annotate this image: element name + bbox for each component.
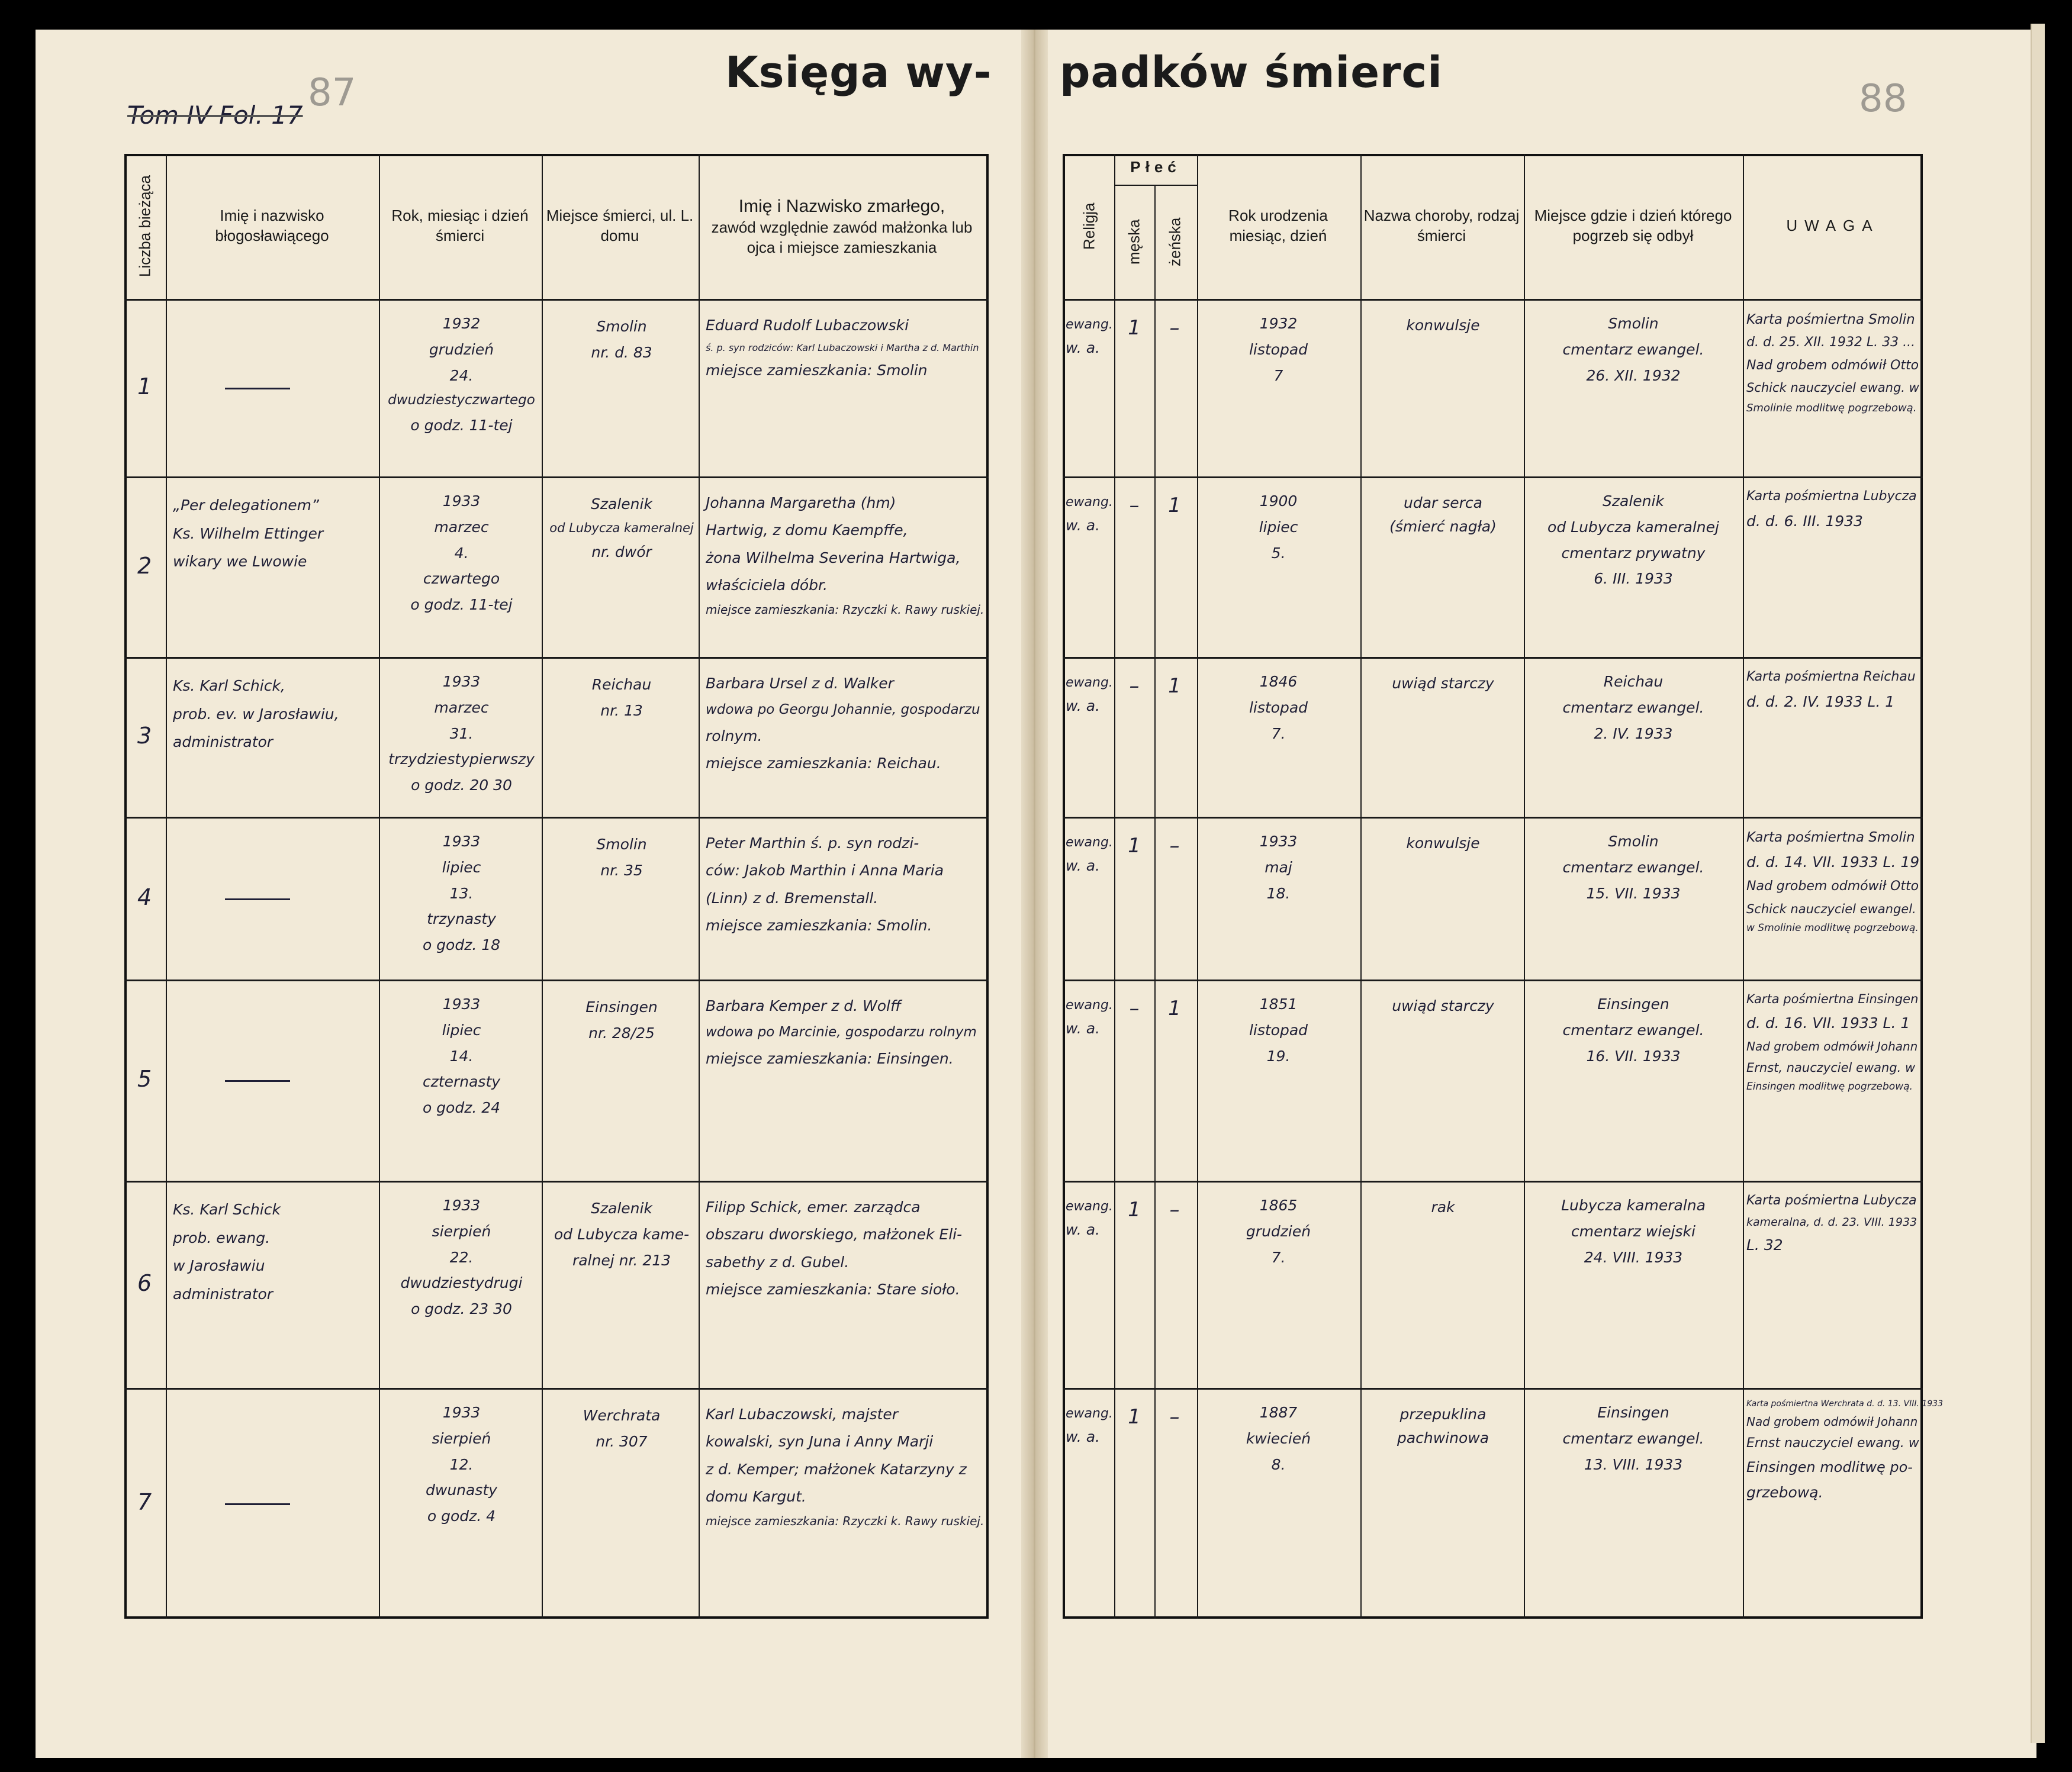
row-line xyxy=(1063,980,1923,981)
birth-cell-line: 5. xyxy=(1271,544,1286,562)
blessing-cell-line: w Jarosławiu xyxy=(173,1257,265,1274)
death-date-cell-line: 1933 xyxy=(442,1197,481,1214)
entry-number: 3 xyxy=(137,723,152,749)
death-date-cell-line: 1933 xyxy=(442,673,481,690)
notes-cell-line: Ernst, nauczyciel ewang. w xyxy=(1746,1060,1916,1075)
burial-cell-line: 15. VII. 1933 xyxy=(1586,884,1681,902)
deceased-cell-line: wdowa po Georgu Johannie, gospodarzu xyxy=(706,702,980,718)
notes-cell-line: w Smolinie modlitwę pogrzebową. xyxy=(1746,922,1919,935)
religion-cell-line: ewang. xyxy=(1066,495,1113,510)
death-date-cell-line: lipiec xyxy=(442,1021,481,1039)
notes-cell-line: d. d. 25. XII. 1932 L. 33 ... xyxy=(1746,335,1916,350)
burial-cell-line: cmentarz ewangel. xyxy=(1562,698,1704,716)
death-place-cell-line: nr. 307 xyxy=(596,1432,648,1450)
deceased-cell-line: Peter Marthin ś. p. syn rodzi- xyxy=(706,835,919,852)
blessing-cell-line: Ks. Karl Schick xyxy=(173,1201,281,1218)
blessing-cell-line: administrator xyxy=(173,733,274,750)
death-date-cell-line: trzynasty xyxy=(427,910,496,928)
notes-cell-line: kameralna, d. d. 23. VIII. 1933 xyxy=(1746,1215,1917,1229)
deceased-cell-line: z d. Kemper; małżonek Katarzyny z xyxy=(706,1460,967,1478)
death-place-cell-line: Einsingen xyxy=(585,998,658,1016)
burial-cell-line: cmentarz ewangel. xyxy=(1562,1429,1704,1447)
birth-cell-line: listopad xyxy=(1249,1021,1308,1039)
row-line xyxy=(1063,1181,1923,1183)
birth-cell-line: 1887 xyxy=(1259,1404,1298,1421)
notes-cell-line: L. 32 xyxy=(1746,1236,1783,1254)
death-date-cell-line: 24. xyxy=(449,366,474,384)
death-place-cell-line: nr. 28/25 xyxy=(588,1024,655,1042)
notes-cell-line: d. d. 16. VII. 1933 L. 1 xyxy=(1746,1014,1910,1032)
birth-cell-line: 18. xyxy=(1266,884,1291,902)
birth-cell-line: 1932 xyxy=(1259,315,1298,332)
notes-cell-line: Einsingen modlitwę pogrzebową. xyxy=(1746,1081,1913,1093)
entry-number: 1 xyxy=(137,373,152,399)
blessing-cell-line: Ks. Wilhelm Ettinger xyxy=(173,524,324,542)
birth-cell-line: 1933 xyxy=(1259,833,1298,850)
death-date-cell-line: trzydziestypierwszy xyxy=(388,750,535,768)
religion-cell-line: ewang. xyxy=(1066,675,1113,690)
birth-cell-line: 19. xyxy=(1266,1047,1291,1065)
burial-cell-line: 2. IV. 1933 xyxy=(1594,724,1673,742)
female-cell: – xyxy=(1169,316,1180,340)
sex-subheader-line xyxy=(1114,185,1197,186)
death-date-cell-line: 12. xyxy=(449,1455,474,1473)
death-date-cell-line: 4. xyxy=(454,544,469,562)
header-no: Liczba bieżąca xyxy=(136,175,154,277)
header-death-date: Rok, miesiąc i dzień śmierci xyxy=(391,207,529,244)
right-table-frame xyxy=(1063,154,1943,1619)
burial-cell-line: Reichau xyxy=(1603,673,1664,690)
religion-cell-line: ewang. xyxy=(1066,317,1113,332)
notes-cell-line: Nad grobem odmówił Johann xyxy=(1746,1414,1918,1429)
notes-cell-line: grzebową. xyxy=(1746,1484,1823,1501)
female-cell: – xyxy=(1169,1198,1180,1222)
death-date-cell-line: 13. xyxy=(449,884,474,902)
disease-cell-line: pachwinowa xyxy=(1397,1429,1489,1446)
male-cell: – xyxy=(1129,997,1140,1020)
deceased-cell-line: domu Kargut. xyxy=(706,1487,806,1505)
row-line xyxy=(124,476,989,478)
header-deceased-title: Imię i Nazwisko zmarłego, xyxy=(738,196,945,216)
male-cell: 1 xyxy=(1128,316,1141,340)
row-line xyxy=(124,980,989,981)
burial-cell-line: cmentarz prywatny xyxy=(1561,544,1706,562)
row-line xyxy=(124,1388,989,1390)
header-religion: Religja xyxy=(1080,202,1098,250)
death-date-cell-line: o godz. 11-tej xyxy=(410,416,513,434)
column-line xyxy=(699,154,700,1619)
row-line xyxy=(1063,476,1923,478)
page-edge xyxy=(2031,24,2045,1743)
death-date-cell-line: o godz. 20 30 xyxy=(411,777,512,794)
burial-cell-line: Smolin xyxy=(1608,315,1659,332)
disease-cell-line: uwiąd starczy xyxy=(1392,997,1494,1014)
death-place-cell-line: nr. d. 83 xyxy=(591,343,652,361)
religion-cell-line: w. a. xyxy=(1066,517,1101,534)
deceased-cell-line: Karl Lubaczowski, majster xyxy=(706,1406,899,1423)
death-place-cell-line: nr. 35 xyxy=(600,861,643,879)
death-date-cell-line: 14. xyxy=(449,1047,474,1065)
notes-cell-line: Karta pośmiertna Smolin xyxy=(1746,312,1915,327)
deceased-cell-line: Johanna Margaretha (hm) xyxy=(706,494,896,511)
row-line xyxy=(124,817,989,819)
burial-cell-line: Einsingen xyxy=(1597,995,1669,1013)
notes-cell-line: Karta pośmiertna Smolin xyxy=(1746,830,1915,845)
death-place-cell-line: Smolin xyxy=(596,836,647,853)
death-date-cell-line: o godz. 11-tej xyxy=(410,596,513,613)
burial-cell-line: cmentarz wiejski xyxy=(1571,1222,1695,1240)
death-date-cell-line: dwunasty xyxy=(426,1481,497,1499)
burial-cell-line: 13. VIII. 1933 xyxy=(1584,1455,1683,1473)
religion-cell-line: w. a. xyxy=(1066,697,1101,715)
deceased-cell-line: Hartwig, z domu Kaempffe, xyxy=(706,521,908,539)
notes-cell-line: Nad grobem odmówił Johann xyxy=(1746,1039,1918,1053)
death-place-cell-line: Werchrata xyxy=(583,1407,661,1424)
death-place-cell-line: Szalenik xyxy=(591,495,652,513)
notes-cell-line: Karta pośmiertna Lubycza xyxy=(1746,489,1917,504)
religion-cell-line: ewang. xyxy=(1066,1406,1113,1421)
religion-cell-line: ewang. xyxy=(1066,1199,1113,1214)
column-line xyxy=(379,154,380,1619)
deceased-cell-line: miejsce zamieszkania: Stare sioło. xyxy=(706,1280,960,1298)
entry-number: 6 xyxy=(137,1270,152,1296)
female-cell: 1 xyxy=(1168,494,1181,517)
blessing-cell-line: administrator xyxy=(173,1285,274,1303)
birth-cell-line: 7. xyxy=(1271,724,1286,742)
header-death-place: Miejsce śmierci, ul. L. domu xyxy=(546,207,694,244)
birth-cell-line: listopad xyxy=(1249,340,1308,358)
death-place-cell-line: nr. 13 xyxy=(600,701,643,719)
header-male: męska xyxy=(1125,219,1143,265)
column-line xyxy=(1743,154,1744,1619)
deceased-cell-line: wdowa po Marcinie, gospodarzu rolnym xyxy=(706,1024,977,1040)
deceased-cell-line: miejsce zamieszkania: Reichau. xyxy=(706,755,941,772)
header-birth: Rok urodzenia miesiąc, dzień xyxy=(1228,207,1328,244)
header-female: żeńska xyxy=(1166,217,1184,267)
disease-cell-line: konwulsje xyxy=(1406,317,1480,334)
notes-cell-line: Karta pośmiertna Einsingen xyxy=(1746,992,1919,1006)
row-line xyxy=(1063,299,1923,301)
male-cell: 1 xyxy=(1128,1198,1141,1222)
deceased-cell-line: (Linn) z d. Bremenstall. xyxy=(706,889,879,907)
death-date-cell-line: marzec xyxy=(434,518,489,536)
death-place-cell-line: nr. dwór xyxy=(591,543,652,560)
burial-cell-line: Smolin xyxy=(1608,833,1659,850)
birth-cell-line: 1851 xyxy=(1259,995,1298,1013)
notes-cell-line: Einsingen modlitwę po- xyxy=(1746,1459,1913,1475)
burial-cell-line: cmentarz ewangel. xyxy=(1562,340,1704,358)
male-cell: – xyxy=(1129,494,1140,517)
birth-cell-line: 7. xyxy=(1271,1248,1286,1266)
female-cell: 1 xyxy=(1168,997,1181,1020)
death-date-cell-line: dwudziestyczwartego xyxy=(388,392,535,408)
deceased-cell-line: Filipp Schick, emer. zarządca xyxy=(706,1198,921,1216)
death-date-cell-line: sierpień xyxy=(432,1429,491,1447)
death-date-cell-line: czternasty xyxy=(422,1073,501,1091)
deceased-cell-line: rolnym. xyxy=(706,727,762,745)
disease-cell-line: udar serca xyxy=(1403,494,1482,511)
death-date-cell-line: o godz. 24 xyxy=(422,1099,501,1116)
deceased-cell-line: miejsce zamieszkania: Smolin xyxy=(706,361,928,379)
notes-cell-line: Schick nauczyciel ewangel. xyxy=(1746,901,1916,916)
death-date-cell-line: 1933 xyxy=(442,492,481,510)
religion-cell-line: ewang. xyxy=(1066,835,1113,850)
book-gutter xyxy=(1021,30,1048,1758)
blessing-cell-line: prob. ewang. xyxy=(173,1229,271,1246)
birth-cell-line: maj xyxy=(1265,858,1292,876)
birth-cell-line: grudzień xyxy=(1246,1222,1311,1240)
column-line xyxy=(1524,154,1525,1619)
deceased-cell-line: Eduard Rudolf Lubaczowski xyxy=(706,317,909,334)
death-place-cell-line: Smolin xyxy=(596,318,647,335)
disease-cell-line: rak xyxy=(1431,1198,1455,1216)
birth-cell-line: 1865 xyxy=(1259,1197,1298,1214)
burial-cell-line: Einsingen xyxy=(1597,1404,1669,1421)
burial-cell-line: Lubycza kameralna xyxy=(1561,1197,1706,1214)
deceased-cell-line: obszaru dworskiego, małżonek Eli- xyxy=(706,1226,963,1243)
death-date-cell-line: 1933 xyxy=(442,833,481,850)
notes-cell-line: Karta pośmiertna Werchrata d. d. 13. VIII. 1933 xyxy=(1746,1399,1943,1409)
birth-cell-line: 1846 xyxy=(1259,673,1298,690)
page-number-left: 87 xyxy=(308,71,356,115)
religion-cell-line: w. a. xyxy=(1066,1428,1101,1446)
title-left: Księga wy- xyxy=(725,47,992,97)
death-date-cell-line: sierpień xyxy=(432,1222,491,1240)
column-line xyxy=(166,154,167,1619)
deceased-cell-line: miejsce zamieszkania: Rzyczki k. Rawy ruskiej. xyxy=(706,603,984,617)
header-deceased-sub: zawód względnie zawód małżonka lub ojca i miejsce zamieszkania xyxy=(711,218,973,256)
disease-cell-line: przepuklina xyxy=(1399,1406,1487,1423)
notes-cell-line: Smolinie modlitwę pogrzebową. xyxy=(1746,402,1917,414)
death-place-cell-line: Reichau xyxy=(591,676,652,693)
religion-cell-line: ewang. xyxy=(1066,998,1113,1013)
religion-cell-line: w. a. xyxy=(1066,857,1101,875)
disease-cell-line: (śmierć nagła) xyxy=(1389,518,1497,535)
notes-cell-line: d. d. 6. III. 1933 xyxy=(1746,512,1863,530)
burial-cell-line: cmentarz ewangel. xyxy=(1562,1021,1704,1039)
burial-cell-line: od Lubycza kameralnej xyxy=(1547,518,1719,536)
entry-number: 5 xyxy=(137,1066,152,1092)
birth-cell-line: kwiecień xyxy=(1246,1429,1311,1447)
deceased-cell-line: kowalski, syn Juna i Anny Marji xyxy=(706,1433,934,1451)
death-place-cell-line: Szalenik xyxy=(591,1200,652,1217)
death-date-cell-line: o godz. 4 xyxy=(427,1507,496,1525)
burial-cell-line: Szalenik xyxy=(1603,492,1664,510)
deceased-cell-line: właściciela dóbr. xyxy=(706,576,828,594)
religion-cell-line: w. a. xyxy=(1066,1020,1101,1038)
row-line xyxy=(124,1181,989,1183)
death-date-cell-line: grudzień xyxy=(429,340,494,358)
notes-cell-line: Schick nauczyciel ewang. w xyxy=(1746,381,1919,395)
notes-cell-line: Karta pośmiertna Reichau xyxy=(1746,669,1916,684)
volume-reference: Tom IV Fol. 17 xyxy=(127,101,303,130)
female-cell: – xyxy=(1169,1405,1180,1429)
deceased-cell-line: miejsce zamieszkania: Smolin. xyxy=(706,916,932,934)
column-line xyxy=(542,154,543,1619)
disease-cell-line: uwiąd starczy xyxy=(1392,675,1494,692)
blessing-cell-line: wikary we Lwowie xyxy=(173,553,307,570)
death-place-cell-line: od Lubycza kame- xyxy=(554,1225,690,1243)
notes-cell-line: d. d. 2. IV. 1933 L. 1 xyxy=(1746,692,1895,710)
death-date-cell-line: o godz. 23 30 xyxy=(411,1300,512,1317)
male-cell: 1 xyxy=(1128,834,1141,858)
deceased-cell-line: ców: Jakob Marthin i Anna Maria xyxy=(706,862,944,879)
birth-cell-line: 8. xyxy=(1271,1455,1286,1473)
header-sex: Płeć xyxy=(1130,158,1181,176)
male-cell: – xyxy=(1129,674,1140,698)
deceased-cell-line: Barbara Ursel z d. Walker xyxy=(706,675,894,692)
notes-cell-line: Karta pośmiertna Lubycza xyxy=(1746,1193,1917,1208)
death-date-cell-line: czwartego xyxy=(423,570,500,588)
column-line xyxy=(1197,154,1198,1619)
column-line xyxy=(1154,185,1156,1619)
death-date-cell-line: lipiec xyxy=(442,858,481,876)
column-line xyxy=(1114,154,1115,1619)
death-date-cell-line: 22. xyxy=(449,1248,474,1266)
burial-cell-line: cmentarz ewangel. xyxy=(1562,858,1704,876)
birth-cell-line: 7 xyxy=(1273,366,1283,384)
death-date-cell-line: dwudziestydrugi xyxy=(400,1274,523,1292)
death-date-cell-line: 1933 xyxy=(442,995,481,1013)
row-line xyxy=(1063,1388,1923,1390)
death-place-cell-line: od Lubycza kameralnej xyxy=(549,520,694,535)
entry-number: 7 xyxy=(137,1489,152,1515)
religion-cell-line: w. a. xyxy=(1066,339,1101,357)
deceased-cell-line: żona Wilhelma Severina Hartwiga, xyxy=(706,549,961,566)
burial-cell-line: 24. VIII. 1933 xyxy=(1584,1248,1683,1266)
entry-number: 4 xyxy=(137,884,152,910)
header-blessing: Imię i nazwisko błogosławiącego xyxy=(215,207,329,244)
birth-cell-line: 1900 xyxy=(1259,492,1298,510)
notes-cell-line: d. d. 14. VII. 1933 L. 19 xyxy=(1746,853,1920,871)
death-date-cell-line: 1932 xyxy=(442,315,481,332)
notes-cell-line: Ernst nauczyciel ewang. w xyxy=(1746,1435,1919,1451)
death-date-cell-line: marzec xyxy=(434,698,489,716)
header-disease: Nazwa choroby, rodzaj śmierci xyxy=(1363,207,1520,244)
page-number-right: 88 xyxy=(1859,77,1907,121)
birth-cell-line: lipiec xyxy=(1259,518,1298,536)
header-notes: UWAGA xyxy=(1786,217,1880,235)
deceased-cell-line: miejsce zamieszkania: Rzyczki k. Rawy ruskiej. xyxy=(706,1514,984,1528)
burial-cell-line: 6. III. 1933 xyxy=(1594,570,1673,588)
death-date-cell-line: 1933 xyxy=(442,1404,481,1421)
entry-number: 2 xyxy=(137,552,152,579)
blessing-cell-line: Ks. Karl Schick, xyxy=(173,677,285,694)
row-line xyxy=(1063,657,1923,659)
header-burial: Miejsce gdzie i dzień którego pogrzeb się odbył xyxy=(1534,207,1732,244)
deceased-cell-line: Barbara Kemper z d. Wolff xyxy=(706,997,902,1014)
blessing-cell-line: prob. ev. w Jarosławiu, xyxy=(173,705,339,723)
female-cell: 1 xyxy=(1168,674,1181,698)
left-table-frame xyxy=(124,154,989,1619)
male-cell: 1 xyxy=(1128,1405,1141,1429)
birth-cell-line: listopad xyxy=(1249,698,1308,716)
religion-cell-line: w. a. xyxy=(1066,1221,1101,1239)
blessing-cell-line: „Per delegationem” xyxy=(173,497,319,514)
disease-cell-line: konwulsje xyxy=(1406,835,1480,852)
death-place-cell-line: ralnej nr. 213 xyxy=(572,1251,671,1269)
burial-cell-line: 16. VII. 1933 xyxy=(1586,1047,1681,1065)
notes-cell-line: Nad grobem odmówił Otto xyxy=(1746,879,1919,894)
notes-cell-line: Nad grobem odmówił Otto xyxy=(1746,357,1919,373)
column-line xyxy=(1360,154,1362,1619)
female-cell: – xyxy=(1169,834,1180,858)
deceased-cell-line: miejsce zamieszkania: Einsingen. xyxy=(706,1049,954,1067)
deceased-cell-line: ś. p. syn rodziców: Karl Lubaczowski i Martha z d. Marthin xyxy=(706,342,979,354)
row-line xyxy=(124,299,989,301)
row-line xyxy=(1063,817,1923,819)
death-date-cell-line: o godz. 18 xyxy=(422,936,501,953)
burial-cell-line: 26. XII. 1932 xyxy=(1586,366,1681,384)
title-right: padków śmierci xyxy=(1060,47,1443,97)
deceased-cell-line: sabethy z d. Gubel. xyxy=(706,1253,850,1271)
death-date-cell-line: 31. xyxy=(449,724,474,742)
row-line xyxy=(124,657,989,659)
